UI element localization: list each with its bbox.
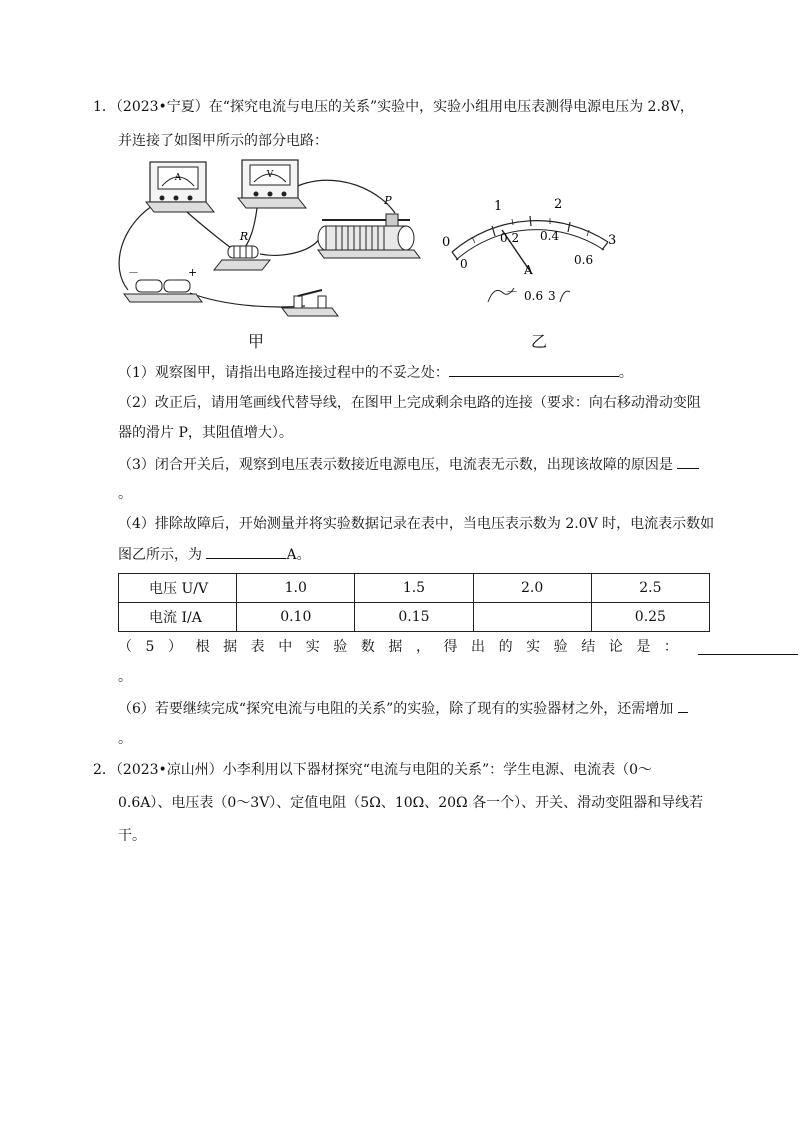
circuit-figure-jia bbox=[110, 158, 430, 328]
ammeter-dial-figure-yi bbox=[432, 190, 632, 310]
answer-blank-6[interactable] bbox=[678, 698, 688, 713]
q1-part6a bbox=[118, 698, 688, 719]
dial-top-2: 2 bbox=[554, 197, 563, 212]
q1-part2b: 器的滑片 P，其阻值增大）。 bbox=[118, 425, 293, 441]
p5-char: ， bbox=[415, 639, 430, 655]
p5-char: 验 bbox=[333, 639, 348, 655]
q1-part4b bbox=[118, 544, 311, 565]
dial-top-0: 0 bbox=[442, 235, 451, 250]
battery-neg: － bbox=[128, 266, 139, 279]
q1-part3b: 。 bbox=[118, 486, 132, 502]
q1-part5 bbox=[118, 637, 678, 657]
q1-part5b: 。 bbox=[118, 669, 132, 685]
resistor bbox=[214, 230, 270, 270]
q1-part4-unit: A。 bbox=[286, 547, 311, 563]
p5-char: 结 bbox=[581, 639, 596, 655]
q1-part6b: 。 bbox=[118, 731, 132, 747]
p5-char: 根 bbox=[195, 639, 210, 655]
p5-char: 出 bbox=[471, 639, 486, 655]
answer-blank-3[interactable] bbox=[677, 454, 699, 469]
p5-char: （ bbox=[118, 639, 132, 655]
q1-part4a: （4）排除故障后，开始测量并将实验数据记录在表中，当电压表示数为 2.0V 时，电流表示数如 bbox=[118, 516, 715, 532]
p5-char: 中 bbox=[278, 639, 293, 655]
dial-bot-04: 0.4 bbox=[540, 229, 560, 243]
dial-term-3: 3 bbox=[548, 289, 556, 303]
table-cell: 1.5 bbox=[355, 574, 473, 603]
answer-blank-1[interactable] bbox=[449, 362, 619, 377]
q1-line1: 1．（2023•宁夏）在“探究电流与电压的关系”实验中，实验小组用电压表测得电源电压为 2.8V， bbox=[93, 99, 694, 115]
p5-char: 是 bbox=[636, 639, 651, 655]
p5-char: 的 bbox=[498, 639, 513, 655]
q1-part3-text: （3）闭合开关后，观察到电压表示数接近电源电压，电流表无示数，出现该故障的原因是 bbox=[118, 457, 673, 473]
p5-char: 5 bbox=[145, 639, 155, 655]
table-cell: 2.0 bbox=[473, 574, 591, 603]
q1-part6-text: （6）若要继续完成“探究电流与电阻的关系”的实验，除了现有的实验器材之外，还需增加 bbox=[118, 701, 674, 717]
dial-top-3: 3 bbox=[608, 233, 617, 248]
dial-term-06: 0.6 bbox=[524, 289, 544, 303]
q1-part1 bbox=[118, 362, 633, 383]
switch bbox=[282, 290, 338, 316]
battery bbox=[124, 266, 202, 302]
ammeter bbox=[146, 162, 214, 212]
q1-part3a bbox=[118, 454, 699, 475]
p5-char: 据 bbox=[223, 639, 238, 655]
table-row bbox=[119, 603, 710, 632]
table-cell: 1.0 bbox=[237, 574, 355, 603]
table-row bbox=[119, 574, 710, 603]
slider-rheostat bbox=[318, 194, 420, 258]
q1-line2: 并连接了如图甲所示的部分电路： bbox=[118, 133, 328, 149]
p5-char: 论 bbox=[608, 639, 623, 655]
p5-char: 验 bbox=[553, 639, 568, 655]
dial-bot-02: 0.2 bbox=[500, 231, 520, 245]
table-cell: 0.10 bbox=[237, 603, 355, 632]
p5-char: 实 bbox=[526, 639, 541, 655]
battery-pos: + bbox=[188, 266, 198, 279]
ammeter-label: A bbox=[174, 173, 182, 183]
p5-char: 表 bbox=[250, 639, 265, 655]
q1-part4-text: 图乙所示，为 bbox=[118, 547, 202, 563]
table-cell: 0.15 bbox=[355, 603, 473, 632]
figure-label-yi: 乙 bbox=[531, 332, 548, 351]
p5-char: 得 bbox=[443, 639, 458, 655]
dial-top-1: 1 bbox=[494, 199, 503, 214]
p5-char: 数 bbox=[360, 639, 375, 655]
dial-bot-0: 0 bbox=[460, 257, 468, 271]
q1-part1-text: （1）观察图甲，请指出电路连接过程中的不妥之处： bbox=[118, 365, 449, 381]
table-cell: 电压 U/V bbox=[119, 574, 237, 603]
q1-part1-end: 。 bbox=[618, 365, 633, 381]
q1-part2a: （2）改正后，请用笔画线代替导线，在图甲上完成剩余电路的连接（要求：向右移动滑动变阻 bbox=[118, 395, 701, 411]
table-cell[interactable] bbox=[473, 603, 591, 632]
q2-line2: 0.6A）、电压表（0～3V）、定值电阻（5Ω、10Ω、20Ω 各一个）、开关、滑动变阻器和导线若 bbox=[118, 795, 704, 811]
table-cell: 0.25 bbox=[591, 603, 709, 632]
voltmeter bbox=[238, 160, 306, 208]
figure-label-jia: 甲 bbox=[248, 332, 265, 351]
q2-line3: 干。 bbox=[118, 828, 146, 844]
p5-char: ） bbox=[168, 639, 183, 655]
p5-char: ： bbox=[663, 639, 678, 655]
dial-face-A: A bbox=[524, 263, 533, 277]
table-cell: 电流 I/A bbox=[119, 603, 237, 632]
data-table bbox=[118, 573, 710, 632]
slider-label: P bbox=[384, 194, 392, 207]
dial-term-neg: － bbox=[506, 285, 519, 299]
p5-char: 实 bbox=[305, 639, 320, 655]
q2-line1: 2．（2023•凉山州）小李利用以下器材探究“电流与电阻的关系”：学生电源、电流表（0～ bbox=[93, 762, 653, 778]
voltmeter-label: V bbox=[266, 170, 274, 180]
p5-char: 据 bbox=[388, 639, 403, 655]
answer-blank-5[interactable] bbox=[698, 640, 798, 655]
resistor-label: R bbox=[239, 230, 249, 243]
table-cell: 2.5 bbox=[591, 574, 709, 603]
answer-blank-4[interactable] bbox=[206, 544, 286, 559]
dial-bot-06: 0.6 bbox=[574, 253, 594, 267]
